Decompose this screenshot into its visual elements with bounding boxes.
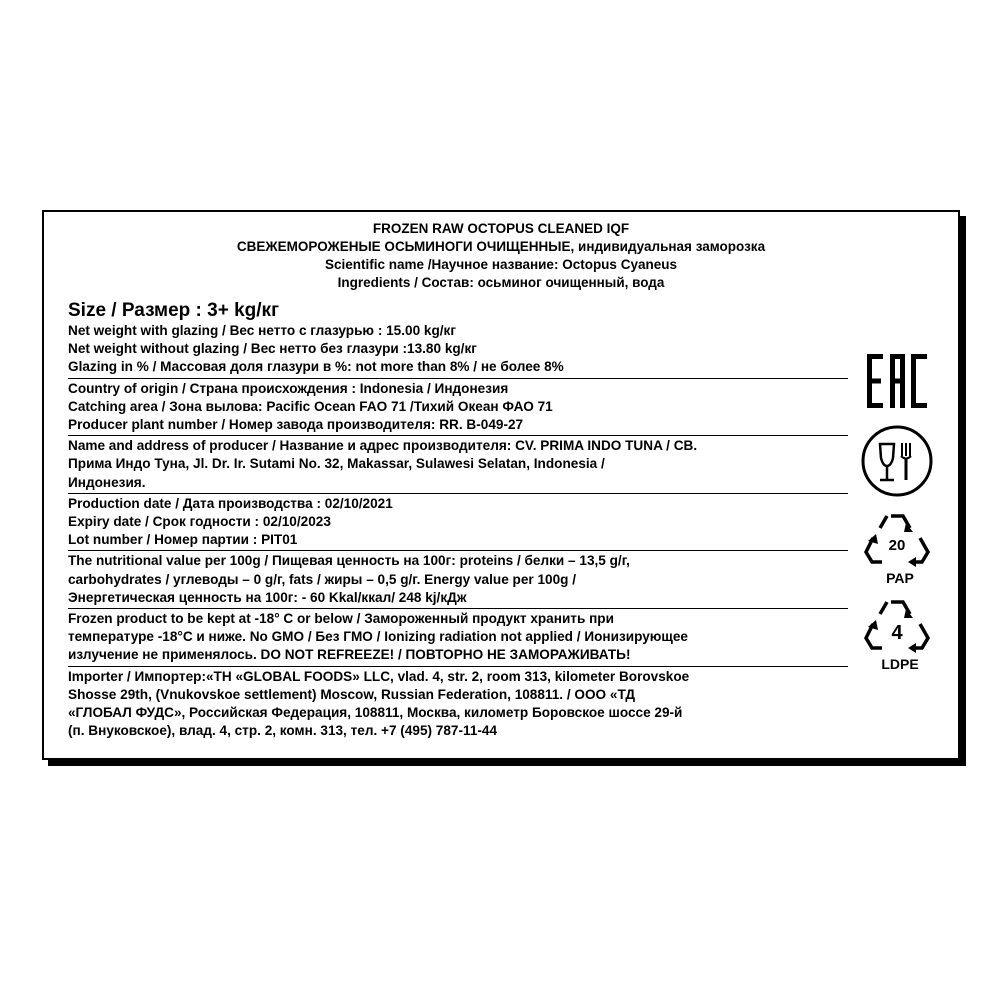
- catching-area: Catching area / Зона вылова: Pacific Ocean FAO 71 /Тихий Океан ФАО 71: [68, 398, 553, 414]
- nutrition-section: [68, 552, 848, 609]
- producer-line: Прима Индо Туна, Jl. Dr. Ir. Sutami No. 32, Makassar, Sulawesi Selatan, Indonesia /: [68, 456, 605, 472]
- lot-number: Lot number / Номер партии : PIT01: [68, 532, 298, 548]
- eac-mark-icon: [865, 352, 929, 410]
- importer-line: Shosse 29th, (Vnukovskoe settlement) Moscow, Russian Federation, 108811. / ООО «ТД: [68, 686, 636, 702]
- production-date: Production date / Дата производства : 02/10/2021: [68, 495, 393, 511]
- net-weight-with-glazing: Net weight with glazing / Вес нетто с глазурью : 15.00 kg/кг: [68, 323, 457, 338]
- country-of-origin: Country of origin / Страна происхождения : Indonesia / Индонезия: [68, 380, 509, 396]
- label-content: [68, 298, 848, 742]
- storage-line: температуре -18°С и ниже. No GMO / Без ГМО / Ionizing radiation not applied / Ионизирующее: [68, 629, 688, 645]
- product-title-en: FROZEN RAW OCTOPUS CLEANED IQF: [372, 221, 630, 236]
- label-header: [44, 220, 958, 292]
- nutrition-line: Энергетическая ценность на 100г: - 60 Kkal/ккал/ 248 kj/кДж: [68, 589, 467, 605]
- importer-line: (п. Внуковское), влад. 4, стр. 2, комн. 313, тел. +7 (495) 787-11-44: [68, 723, 498, 739]
- producer-line: Name and address of producer / Название и адрес производителя: CV. PRIMA INDO TUNA / CB.: [68, 438, 698, 454]
- recycle-ldpe-label: LDPE: [881, 656, 919, 672]
- recycle-ldpe-icon: [856, 596, 938, 656]
- nutrition-line: carbohydrates / углеводы – 0 g/г, fats / жиры – 0,5 g/г. Energy value per 100g /: [68, 571, 577, 587]
- storage-section: [68, 610, 848, 667]
- glass-fork-icon: [860, 424, 934, 498]
- weight-section: [68, 298, 848, 379]
- product-title-ru: СВЕЖЕМОРОЖЕНЫЕ ОСЬМИНОГИ ОЧИЩЕННЫЕ, индивидуальная заморозка: [236, 239, 766, 254]
- storage-line: Frozen product to be kept at -18° C or below / Замороженный продукт хранить при: [68, 611, 614, 627]
- product-label: [42, 210, 960, 760]
- recycle-pap-label: PAP: [886, 570, 914, 586]
- producer-section: [68, 437, 848, 494]
- origin-section: [68, 380, 848, 437]
- importer-line: «ГЛОБАЛ ФУДС», Российская Федерация, 108811, Москва, километр Боровское шоссе 29-й: [68, 705, 683, 721]
- ingredients: Ingredients / Состав: осьминог очищенный, вода: [337, 275, 665, 290]
- size-text: Size / Размер : 3+ kg/кг: [68, 300, 279, 321]
- nutrition-line: The nutritional value per 100g / Пищевая ценность на 100г: proteins / белки – 13,5 g/г,: [68, 553, 630, 569]
- net-weight-without-glazing: Net weight without glazing / Вес нетто без глазури :13.80 kg/кг: [68, 341, 477, 357]
- importer-section: [68, 668, 848, 742]
- recycle-pap-icon: [856, 510, 938, 570]
- scientific-name: Scientific name /Научное название: Octopus Cyaneus: [325, 257, 677, 272]
- dates-section: [68, 495, 848, 552]
- expiry-date: Expiry date / Срок годности : 02/10/2023: [68, 514, 331, 530]
- svg-text:4: 4: [891, 622, 903, 644]
- producer-plant-number: Producer plant number / Номер завода производителя: RR. B-049-27: [68, 417, 524, 433]
- storage-line: излучение не применялось. DO NOT REFREEZE! / ПОВТОРНО НЕ ЗАМОРАЖИВАТЬ!: [68, 647, 631, 663]
- importer-line: Importer / Импортер:«TH «GLOBAL FOODS» LLC, vlad. 4, str. 2, room 313, kilometer Borovskoe: [68, 668, 690, 684]
- producer-line: Индонезия.: [68, 474, 146, 490]
- glazing-percent: Glazing in % / Массовая доля глазури в %: not more than 8% / не более 8%: [68, 359, 564, 375]
- svg-text:20: 20: [888, 537, 906, 554]
